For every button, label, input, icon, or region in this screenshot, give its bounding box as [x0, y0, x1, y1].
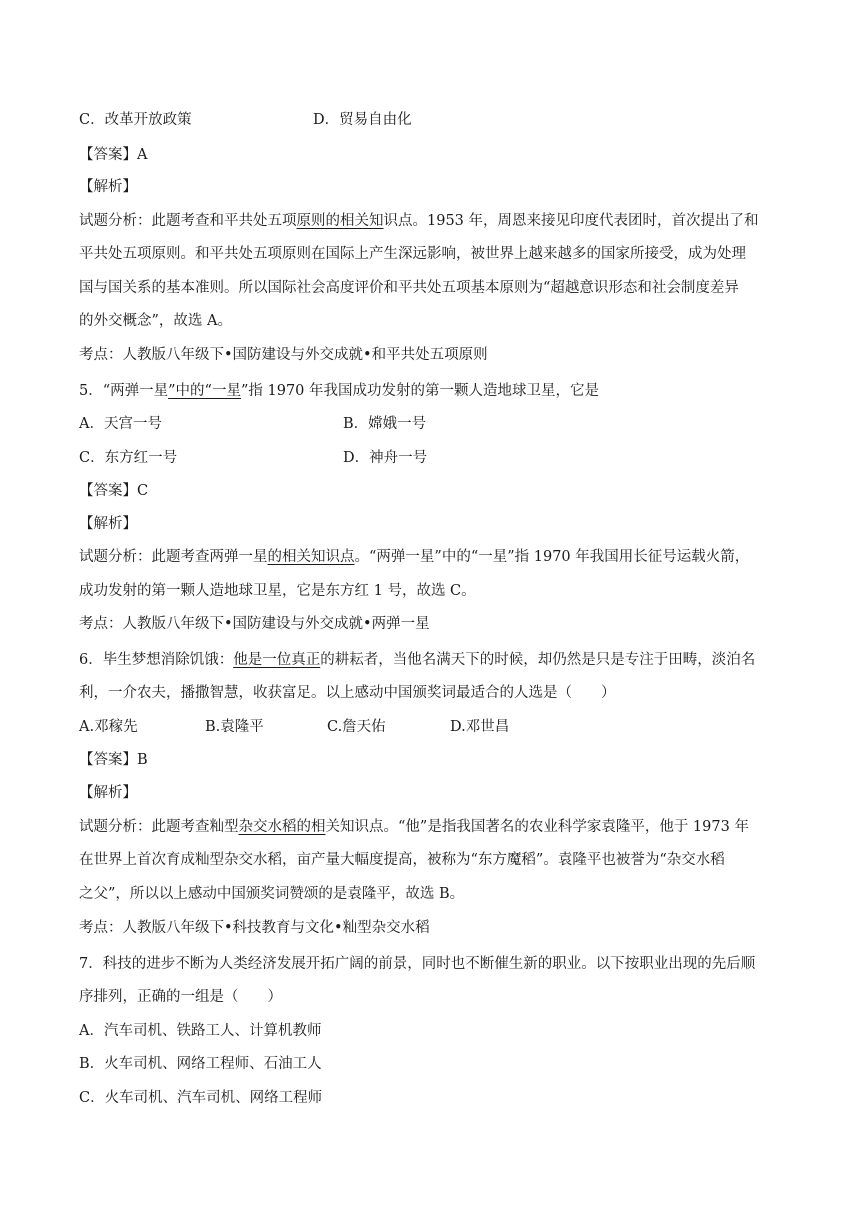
- q5-point: 考点：人教版八年级下•国防建设与外交成就•两弹一星: [79, 616, 430, 632]
- q6-stem-line-1: 6．毕生梦想消除饥饿：他是一位真正的耕耘者，当他名满天下的时候，却仍然是只是专注于田畴，淡泊名: [79, 652, 756, 668]
- q7-stem-line-2: 序排列，正确的一组是（ ）: [79, 989, 282, 1005]
- q5-option-b: B．嫦娥一号: [343, 416, 427, 432]
- q4-option-c: C．改革开放政策: [79, 112, 192, 128]
- q6-answer: 【答案】B: [79, 752, 148, 768]
- q5-stem: 5．“两弹一星”中的“一星”指 1970 年我国成功发射的第一颗人造地球卫星，它是: [79, 383, 599, 399]
- q4-analysis-line-3: 国与国关系的基本准则。所以国际社会高度评价和平共处五项基本原则为“超越意识形态和社会制度差异: [79, 280, 739, 296]
- q4-option-d: D．贸易自由化: [313, 112, 412, 128]
- q6-analysis-line-2: 在世界上首次育成籼型杂交水稻，亩产量大幅度提高，被称为“东方魔稻”。袁隆平也被誉为“杂交水稻: [79, 852, 725, 868]
- q7-option-c: C．火车司机、汽车司机、网络工程师: [79, 1090, 323, 1106]
- q4-analysis-line-4: 的外交概念”，故选 A。: [79, 313, 232, 329]
- q6-option-a: A.邓稼先: [79, 719, 138, 735]
- q5-answer: 【答案】C: [79, 483, 149, 499]
- q6-option-d: D.邓世昌: [450, 719, 510, 735]
- q6-option-c: C.詹天佑: [327, 719, 386, 735]
- q5-analysis-label: 【解析】: [79, 516, 137, 532]
- q6-analysis-label: 【解析】: [79, 785, 137, 801]
- q5-option-c: C．东方红一号: [79, 450, 178, 466]
- q4-point: 考点：人教版八年级下•国防建设与外交成就•和平共处五项原则: [79, 347, 488, 363]
- q6-stem-line-2: 利，一介农夫，播撒智慧，收获富足。以上感动中国颁奖词最适合的人选是（ ）: [79, 685, 616, 701]
- q7-option-a: A．汽车司机、铁路工人、计算机教师: [79, 1023, 322, 1039]
- q4-analysis-line-2: 平共处五项原则。和平共处五项原则在国际上产生深远影响，被世界上越来越多的国家所接受，成为处理: [79, 246, 746, 262]
- q5-option-d: D．神舟一号: [343, 450, 428, 466]
- q7-option-b: B．火车司机、网络工程师、石油工人: [79, 1056, 322, 1072]
- q5-analysis-line-2: 成功发射的第一颗人造地球卫星，它是东方红 1 号，故选 C。: [79, 583, 476, 599]
- q5-option-a: A．天宫一号: [79, 416, 162, 432]
- q4-analysis-label: 【解析】: [79, 179, 137, 195]
- q6-point: 考点：人教版八年级下•科技教育与文化•籼型杂交水稻: [79, 920, 430, 936]
- q6-analysis-line-1: 试题分析：此题考查籼型杂交水稻的相关知识点。“他”是指我国著名的农业科学家袁隆平，他于 1973 年: [79, 819, 749, 835]
- q7-stem-line-1: 7．科技的进步不断为人类经济发展开拓广阔的前景，同时也不断催生新的职业。以下按职业出现的先后顺: [79, 956, 756, 972]
- q4-analysis-line-1: 试题分析：此题考查和平共处五项原则的相关知识点。1953 年，周恩来接见印度代表团时，首次提出了和: [79, 213, 759, 229]
- q6-analysis-line-3: 之父”，所以以上感动中国颁奖词赞颂的是袁隆平，故选 B。: [79, 886, 465, 902]
- q4-answer: 【答案】A: [79, 147, 148, 163]
- q5-analysis-line-1: 试题分析：此题考查两弹一星的相关知识点。“两弹一星”中的“一星”指 1970 年我国用长征号运载火箭，: [79, 549, 750, 565]
- q6-option-b: B.袁隆平: [205, 719, 264, 735]
